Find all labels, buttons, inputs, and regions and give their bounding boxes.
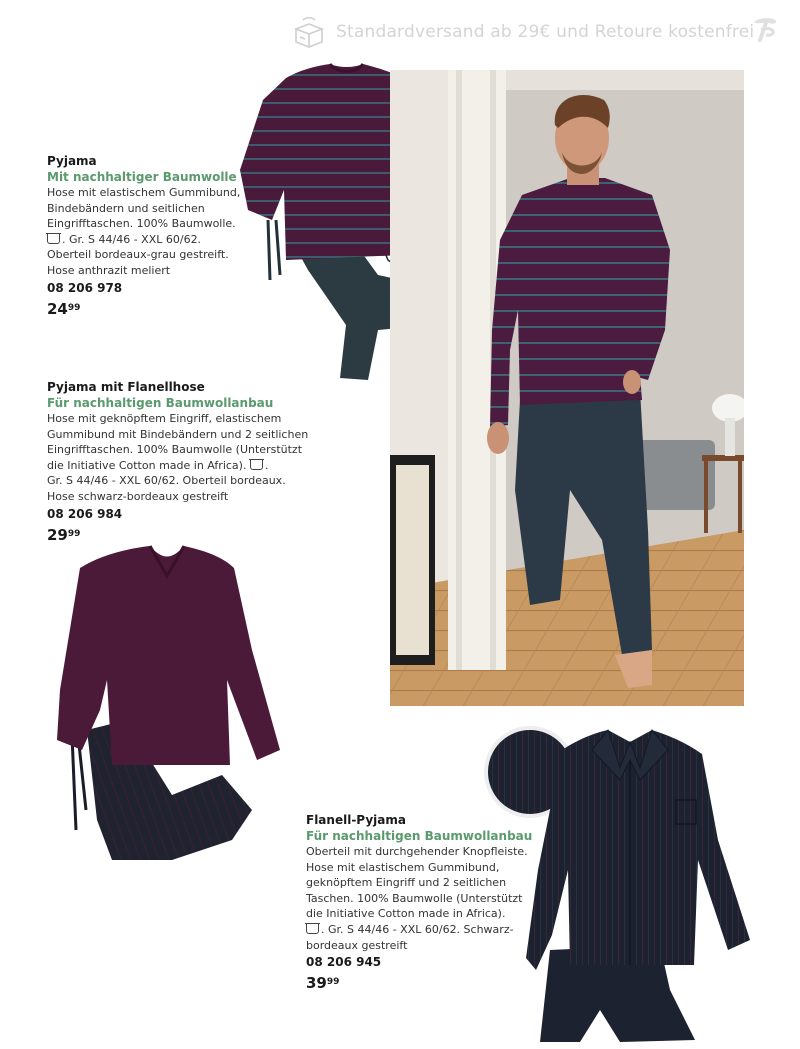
wash-care-icon [250, 460, 263, 470]
product-description: Hose mit elastischem Gummibund, Bindebändern und seitlichen Eingrifftaschen. 100% Baumwolle. . Gr. S 44/46 - XXL 60/62. Oberteil bordeaux-grau gestreift. Hose anthrazit meliert [47, 186, 241, 277]
model-photo-scene [390, 70, 744, 706]
shipping-banner [292, 14, 792, 50]
product-name: Pyjama [47, 154, 97, 168]
model-photo [390, 70, 744, 706]
product-description: Hose mit geknöpftem Eingriff, elastischem Gummibund mit Bindebändern und 2 seitlichen Eingrifftaschen. 100% Baumwolle (Unterstützt die Initiative Cotton made in Africa). . Gr. S 44/46 - XXL 60/62. Oberteil bordeaux. Hose schwarz-bordeaux gestreift [47, 412, 309, 503]
wash-care-icon [306, 924, 319, 934]
product-image-flanellhose-pyjama [52, 540, 287, 870]
article-number: 08 206 984 [47, 506, 123, 521]
package-box-icon [292, 16, 326, 48]
price: $29^{99}$ [47, 525, 81, 544]
price: $39^{99}$ [306, 974, 340, 993]
price: $24^{99}$ [47, 299, 81, 318]
product-name: Flanell-Pyjama [306, 813, 406, 827]
sustainability-claim: Für nachhaltigen Baumwollanbau [306, 829, 533, 843]
sustainability-claim: Für nachhaltigen Baumwollanbau [47, 396, 274, 410]
article-number: 08 206 945 [306, 955, 382, 970]
brand-logo-icon [748, 14, 780, 46]
shipping-text: Standardversand ab 29€ und Retoure kostenfrei [336, 22, 755, 42]
wash-care-icon [47, 234, 60, 244]
article-number: 08 206 978 [47, 280, 123, 295]
product-name: Pyjama mit Flanellhose [47, 380, 205, 394]
sustainability-claim: Mit nachhaltiger Baumwolle [47, 170, 237, 184]
product-description: Oberteil mit durchgehender Knopfleiste. Hose mit elastischem Gummibund, geknöpftem Eingriff und 2 seitlichen Taschen. 100% Baumwolle (Unterstützt die Initiative Cotton made in Africa). . Gr. S 44/46 - XXL 60/62. Schwarz- bordeaux gestreift [306, 845, 528, 952]
product-image-flanell-pyjama [480, 720, 780, 1049]
product-pyjama-flanellhose [47, 379, 327, 544]
